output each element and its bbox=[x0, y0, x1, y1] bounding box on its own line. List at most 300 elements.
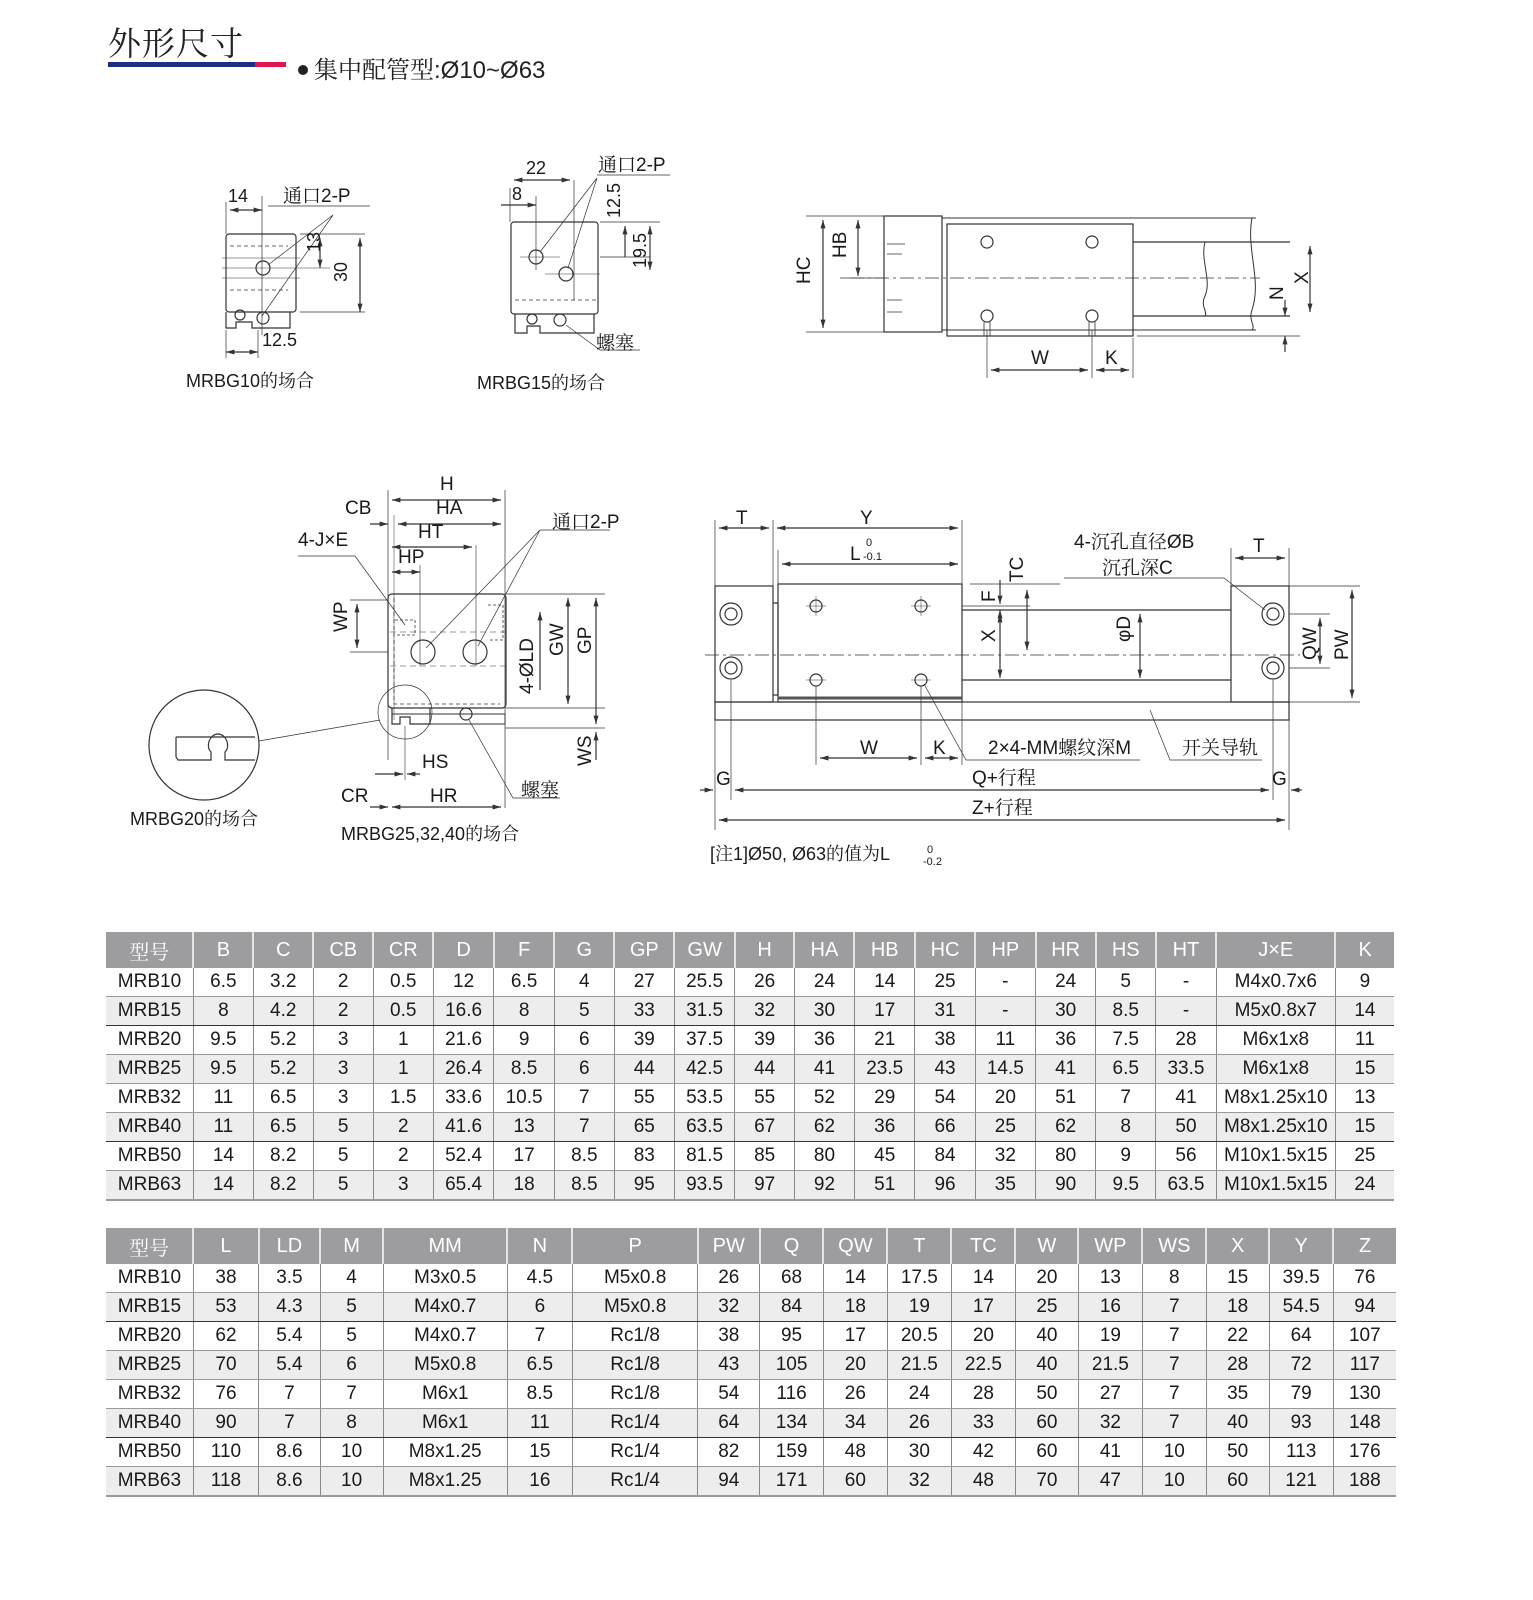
value-cell: 8.2 bbox=[253, 1171, 313, 1201]
column-header: B bbox=[193, 932, 253, 968]
value-cell: - bbox=[1156, 968, 1217, 997]
value-cell: 60 bbox=[1015, 1438, 1078, 1467]
value-cell: 22 bbox=[1206, 1322, 1269, 1351]
column-header: 型号 bbox=[106, 932, 193, 968]
value-cell: 34 bbox=[823, 1409, 887, 1438]
value-cell: 33.5 bbox=[1156, 1055, 1217, 1084]
value-cell: 45 bbox=[854, 1142, 915, 1171]
value-cell: 62 bbox=[1036, 1113, 1096, 1142]
model-cell: MRB15 bbox=[106, 997, 193, 1026]
value-cell: 134 bbox=[760, 1409, 824, 1438]
value-cell: 95 bbox=[760, 1322, 824, 1351]
value-cell: 81.5 bbox=[674, 1142, 735, 1171]
model-cell: MRB32 bbox=[106, 1380, 193, 1409]
mrbg25-caption: MRBG25,32,40的场合 bbox=[341, 824, 520, 844]
value-cell: 12 bbox=[433, 968, 494, 997]
front-view-label-f: F bbox=[979, 590, 1000, 602]
value-cell: 83 bbox=[614, 1142, 674, 1171]
value-cell: 4.3 bbox=[259, 1293, 320, 1322]
value-cell: 14 bbox=[193, 1142, 253, 1171]
value-cell: 3.5 bbox=[259, 1264, 320, 1293]
column-header: N bbox=[507, 1228, 572, 1264]
value-cell: 4.5 bbox=[507, 1264, 572, 1293]
front-view-z-stroke: Z+行程 bbox=[972, 798, 1033, 819]
model-cell: MRB40 bbox=[106, 1409, 193, 1438]
value-cell: M5x0.8 bbox=[383, 1351, 507, 1380]
value-cell: 30 bbox=[887, 1438, 951, 1467]
value-cell: 93 bbox=[1269, 1409, 1333, 1438]
value-cell: 36 bbox=[794, 1026, 854, 1055]
top-view-table bbox=[947, 224, 1133, 336]
value-cell: 7 bbox=[1142, 1409, 1206, 1438]
table-row bbox=[106, 1026, 1394, 1055]
value-cell: 41.6 bbox=[433, 1113, 494, 1142]
table-row bbox=[106, 1055, 1394, 1084]
drawing-mrbg25 bbox=[298, 474, 620, 844]
value-cell: 32 bbox=[1078, 1409, 1142, 1438]
top-view-label-n: N bbox=[1267, 286, 1288, 300]
value-cell: M4x0.7 bbox=[383, 1322, 507, 1351]
front-view-label-x: X bbox=[979, 629, 1000, 642]
value-cell: 5.4 bbox=[259, 1322, 320, 1351]
mrbg10-dim-13: 13 bbox=[304, 231, 324, 252]
value-cell: 15 bbox=[507, 1438, 572, 1467]
value-cell: 10.5 bbox=[494, 1084, 555, 1113]
value-cell: 7 bbox=[1142, 1380, 1206, 1409]
value-cell: 6.5 bbox=[253, 1113, 313, 1142]
value-cell: 33 bbox=[614, 997, 674, 1026]
value-cell: 26 bbox=[887, 1409, 951, 1438]
value-cell: M8x1.25 bbox=[383, 1467, 507, 1497]
mrbg15-plug-label: 螺塞 bbox=[596, 333, 635, 354]
value-cell: 22.5 bbox=[951, 1351, 1015, 1380]
column-header: HS bbox=[1096, 932, 1156, 968]
value-cell: 6 bbox=[507, 1293, 572, 1322]
value-cell: 13 bbox=[494, 1113, 555, 1142]
value-cell: 0.5 bbox=[373, 968, 433, 997]
value-cell: 7.5 bbox=[1096, 1026, 1156, 1055]
value-cell: 84 bbox=[760, 1293, 824, 1322]
value-cell: 20 bbox=[951, 1322, 1015, 1351]
value-cell: 54 bbox=[698, 1380, 760, 1409]
value-cell: 7 bbox=[259, 1380, 320, 1409]
value-cell: 9.5 bbox=[1096, 1171, 1156, 1201]
front-view-counterbore-label: 4-沉孔直径ØB bbox=[1074, 532, 1195, 553]
value-cell: 16.6 bbox=[433, 997, 494, 1026]
spec-table-2 bbox=[106, 1228, 1396, 1497]
value-cell: 65 bbox=[614, 1113, 674, 1142]
value-cell: 10 bbox=[1142, 1467, 1206, 1497]
value-cell: M8x1.25x10 bbox=[1216, 1113, 1335, 1142]
mrbg15-dim-8: 8 bbox=[512, 184, 523, 204]
column-header: HC bbox=[915, 932, 975, 968]
value-cell: 31 bbox=[915, 997, 975, 1026]
value-cell: 63.5 bbox=[674, 1113, 735, 1142]
column-header: C bbox=[253, 932, 313, 968]
table-row bbox=[106, 1171, 1394, 1201]
value-cell: M3x0.5 bbox=[383, 1264, 507, 1293]
value-cell: 50 bbox=[1206, 1438, 1269, 1467]
value-cell: 80 bbox=[794, 1142, 854, 1171]
value-cell: - bbox=[975, 997, 1036, 1026]
column-header: HB bbox=[854, 932, 915, 968]
value-cell: 25 bbox=[1015, 1293, 1078, 1322]
model-cell: MRB20 bbox=[106, 1322, 193, 1351]
value-cell: 11 bbox=[193, 1113, 253, 1142]
value-cell: 5 bbox=[313, 1113, 373, 1142]
value-cell: 18 bbox=[1206, 1293, 1269, 1322]
mrbg20-caption: MRBG20的场合 bbox=[130, 809, 259, 829]
value-cell: Rc1/4 bbox=[572, 1409, 697, 1438]
mrbg20-detail-circle bbox=[149, 690, 259, 800]
value-cell: 7 bbox=[1142, 1293, 1206, 1322]
value-cell: 38 bbox=[193, 1264, 258, 1293]
value-cell: 33 bbox=[951, 1409, 1015, 1438]
column-header: QW bbox=[823, 1228, 887, 1264]
value-cell: 30 bbox=[1036, 997, 1096, 1026]
value-cell: 28 bbox=[1156, 1026, 1217, 1055]
value-cell: 24 bbox=[887, 1380, 951, 1409]
model-cell: MRB32 bbox=[106, 1084, 193, 1113]
column-header: W bbox=[1015, 1228, 1078, 1264]
value-cell: 1.5 bbox=[373, 1084, 433, 1113]
value-cell: 2 bbox=[373, 1113, 433, 1142]
value-cell: 50 bbox=[1156, 1113, 1217, 1142]
value-cell: 52.4 bbox=[433, 1142, 494, 1171]
value-cell: 3 bbox=[313, 1055, 373, 1084]
column-header: HA bbox=[794, 932, 854, 968]
front-view-l-tol-upper: 0 bbox=[866, 537, 873, 549]
value-cell: 13 bbox=[1078, 1264, 1142, 1293]
value-cell: 70 bbox=[1015, 1467, 1078, 1497]
value-cell: 8.6 bbox=[259, 1438, 320, 1467]
mrbg25-label-wp: WP bbox=[331, 601, 352, 632]
value-cell: 90 bbox=[193, 1409, 258, 1438]
value-cell: 27 bbox=[614, 968, 674, 997]
value-cell: 28 bbox=[1206, 1351, 1269, 1380]
value-cell: 10 bbox=[320, 1438, 383, 1467]
value-cell: 17 bbox=[494, 1142, 555, 1171]
value-cell: 92 bbox=[794, 1171, 854, 1201]
column-header: WS bbox=[1142, 1228, 1206, 1264]
value-cell: Rc1/8 bbox=[572, 1351, 697, 1380]
table-row bbox=[106, 1380, 1396, 1409]
mrbg25-label-cr: CR bbox=[341, 786, 369, 807]
value-cell: M5x0.8 bbox=[572, 1293, 697, 1322]
value-cell: 188 bbox=[1333, 1467, 1396, 1497]
value-cell: 1 bbox=[373, 1026, 433, 1055]
front-view-label-g-right: G bbox=[1272, 769, 1287, 790]
front-view-label-t-right: T bbox=[1253, 536, 1265, 557]
drawing-mrbg15 bbox=[477, 154, 670, 393]
column-header: HR bbox=[1036, 932, 1096, 968]
value-cell: 18 bbox=[823, 1293, 887, 1322]
column-header: TC bbox=[951, 1228, 1015, 1264]
column-header: GW bbox=[674, 932, 735, 968]
value-cell: 11 bbox=[1335, 1026, 1394, 1055]
value-cell: 4 bbox=[554, 968, 614, 997]
mrbg25-label-hr: HR bbox=[430, 786, 458, 807]
value-cell: 35 bbox=[1206, 1380, 1269, 1409]
value-cell: M6x1 bbox=[383, 1409, 507, 1438]
mrbg10-plug bbox=[257, 312, 269, 324]
value-cell: 28 bbox=[951, 1380, 1015, 1409]
value-cell: 118 bbox=[193, 1467, 258, 1497]
value-cell: 41 bbox=[1156, 1084, 1217, 1113]
value-cell: 14 bbox=[951, 1264, 1015, 1293]
value-cell: 85 bbox=[735, 1142, 795, 1171]
value-cell: 26.4 bbox=[433, 1055, 494, 1084]
column-header: MM bbox=[383, 1228, 507, 1264]
value-cell: 3 bbox=[373, 1171, 433, 1201]
value-cell: 76 bbox=[1333, 1264, 1396, 1293]
table-row bbox=[106, 997, 1394, 1026]
model-cell: MRB25 bbox=[106, 1055, 193, 1084]
value-cell: 25.5 bbox=[674, 968, 735, 997]
mrbg15-port-label: 通口2-P bbox=[598, 155, 666, 176]
front-view-note-tol-upper: 0 bbox=[927, 844, 934, 856]
value-cell: 17 bbox=[823, 1322, 887, 1351]
value-cell: 42.5 bbox=[674, 1055, 735, 1084]
value-cell: 8.5 bbox=[1096, 997, 1156, 1026]
column-header: M bbox=[320, 1228, 383, 1264]
value-cell: 25 bbox=[975, 1113, 1036, 1142]
value-cell: 93.5 bbox=[674, 1171, 735, 1201]
mrbg10-dim-14: 14 bbox=[228, 186, 249, 206]
mrbg10-dim-30: 30 bbox=[331, 261, 351, 282]
value-cell: 7 bbox=[259, 1409, 320, 1438]
value-cell: 2 bbox=[313, 997, 373, 1026]
value-cell: 2 bbox=[373, 1142, 433, 1171]
value-cell: 4 bbox=[320, 1264, 383, 1293]
front-view-left-endplate bbox=[715, 586, 773, 702]
value-cell: 110 bbox=[193, 1438, 258, 1467]
value-cell: 36 bbox=[1036, 1026, 1096, 1055]
column-header: G bbox=[554, 932, 614, 968]
value-cell: - bbox=[1156, 997, 1217, 1026]
value-cell: 41 bbox=[794, 1055, 854, 1084]
mrbg25-port-label: 通口2-P bbox=[552, 512, 620, 533]
value-cell: 56 bbox=[1156, 1142, 1217, 1171]
value-cell: 41 bbox=[1078, 1438, 1142, 1467]
value-cell: M6x1 bbox=[383, 1380, 507, 1409]
front-view-label-d: φD bbox=[1114, 615, 1135, 642]
value-cell: 62 bbox=[193, 1322, 258, 1351]
value-cell: Rc1/8 bbox=[572, 1322, 697, 1351]
top-view-label-w: W bbox=[1031, 348, 1049, 369]
mrbg25-label-gp: GP bbox=[575, 626, 596, 654]
mrbg25-label-gw: GW bbox=[547, 623, 568, 656]
table-header-row bbox=[106, 932, 1394, 968]
column-header: X bbox=[1206, 1228, 1269, 1264]
value-cell: 23.5 bbox=[854, 1055, 915, 1084]
value-cell: 65.4 bbox=[433, 1171, 494, 1201]
value-cell: 62 bbox=[794, 1113, 854, 1142]
value-cell: 60 bbox=[1015, 1409, 1078, 1438]
value-cell: 54.5 bbox=[1269, 1293, 1333, 1322]
value-cell: 25 bbox=[915, 968, 975, 997]
value-cell: 5.2 bbox=[253, 1055, 313, 1084]
front-view-table bbox=[778, 584, 962, 702]
front-view-label-l: L bbox=[850, 544, 861, 565]
value-cell: 84 bbox=[915, 1142, 975, 1171]
value-cell: 32 bbox=[887, 1467, 951, 1497]
value-cell: 11 bbox=[193, 1084, 253, 1113]
value-cell: M4x0.7x6 bbox=[1216, 968, 1335, 997]
value-cell: 17.5 bbox=[887, 1264, 951, 1293]
value-cell: 55 bbox=[735, 1084, 795, 1113]
value-cell: 6.5 bbox=[193, 968, 253, 997]
column-header: LD bbox=[259, 1228, 320, 1264]
value-cell: 6.5 bbox=[253, 1084, 313, 1113]
front-view-note-tol-lower: -0.2 bbox=[923, 856, 942, 868]
value-cell: 94 bbox=[1333, 1293, 1396, 1322]
value-cell: 21 bbox=[854, 1026, 915, 1055]
value-cell: 7 bbox=[554, 1113, 614, 1142]
value-cell: Rc1/4 bbox=[572, 1467, 697, 1497]
value-cell: 5 bbox=[554, 997, 614, 1026]
value-cell: 7 bbox=[554, 1084, 614, 1113]
value-cell: 176 bbox=[1333, 1438, 1396, 1467]
top-view-endcap bbox=[884, 216, 942, 332]
top-view-label-k: K bbox=[1105, 348, 1118, 369]
value-cell: 72 bbox=[1269, 1351, 1333, 1380]
value-cell: 32 bbox=[735, 997, 795, 1026]
model-cell: MRB63 bbox=[106, 1467, 193, 1497]
value-cell: 17 bbox=[854, 997, 915, 1026]
value-cell: 44 bbox=[735, 1055, 795, 1084]
column-header: 型号 bbox=[106, 1228, 193, 1264]
column-header: H bbox=[735, 932, 795, 968]
value-cell: 14 bbox=[823, 1264, 887, 1293]
value-cell: 0.5 bbox=[373, 997, 433, 1026]
value-cell: 3.2 bbox=[253, 968, 313, 997]
value-cell: 15 bbox=[1335, 1113, 1394, 1142]
mrbg25-label-hp: HP bbox=[398, 547, 425, 568]
value-cell: 26 bbox=[823, 1380, 887, 1409]
value-cell: 24 bbox=[794, 968, 854, 997]
value-cell: 82 bbox=[698, 1438, 760, 1467]
value-cell: M4x0.7 bbox=[383, 1293, 507, 1322]
mrbg15-dim-19-5: 19.5 bbox=[630, 232, 650, 268]
value-cell: 40 bbox=[1015, 1322, 1078, 1351]
top-view-label-x: X bbox=[1292, 271, 1313, 284]
value-cell: M8x1.25x10 bbox=[1216, 1084, 1335, 1113]
value-cell: 18 bbox=[494, 1171, 555, 1201]
value-cell: 36 bbox=[854, 1113, 915, 1142]
value-cell: 20 bbox=[975, 1084, 1036, 1113]
front-view-label-t-left: T bbox=[736, 508, 748, 529]
value-cell: 14.5 bbox=[975, 1055, 1036, 1084]
table-row bbox=[106, 1467, 1396, 1497]
mrbg15-dim-22: 22 bbox=[526, 158, 547, 178]
value-cell: 43 bbox=[915, 1055, 975, 1084]
section-title: 外形尺寸 bbox=[108, 25, 244, 62]
value-cell: 52 bbox=[794, 1084, 854, 1113]
value-cell: 5 bbox=[313, 1142, 373, 1171]
value-cell: 48 bbox=[951, 1467, 1015, 1497]
value-cell: 20.5 bbox=[887, 1322, 951, 1351]
value-cell: 15 bbox=[1206, 1264, 1269, 1293]
drawing-top-view bbox=[794, 216, 1313, 378]
value-cell: 4.2 bbox=[253, 997, 313, 1026]
front-view-label-tc: TC bbox=[1007, 556, 1028, 582]
value-cell: 29 bbox=[854, 1084, 915, 1113]
value-cell: 68 bbox=[760, 1264, 824, 1293]
column-header: P bbox=[572, 1228, 697, 1264]
drawing-mrbg10 bbox=[186, 185, 370, 391]
mrbg25-plug-label: 螺塞 bbox=[521, 780, 560, 801]
value-cell: 33.6 bbox=[433, 1084, 494, 1113]
value-cell: 3 bbox=[313, 1084, 373, 1113]
value-cell: 90 bbox=[1036, 1171, 1096, 1201]
table-row bbox=[106, 1293, 1396, 1322]
mrbg25-label-hs: HS bbox=[422, 752, 449, 773]
model-cell: MRB40 bbox=[106, 1113, 193, 1142]
column-header: HT bbox=[1156, 932, 1217, 968]
column-header: Z bbox=[1333, 1228, 1396, 1264]
drawing-front-view bbox=[700, 508, 1360, 868]
value-cell: Rc1/4 bbox=[572, 1438, 697, 1467]
mrbg25-body bbox=[388, 594, 506, 708]
value-cell: 8.5 bbox=[554, 1142, 614, 1171]
value-cell: Rc1/8 bbox=[572, 1380, 697, 1409]
front-view-label-g-left: G bbox=[716, 769, 731, 790]
value-cell: 107 bbox=[1333, 1322, 1396, 1351]
value-cell: 21.5 bbox=[887, 1351, 951, 1380]
value-cell: 5 bbox=[313, 1171, 373, 1201]
value-cell: 16 bbox=[1078, 1293, 1142, 1322]
value-cell: 9.5 bbox=[193, 1026, 253, 1055]
front-view-label-k: K bbox=[933, 738, 946, 759]
model-cell: MRB15 bbox=[106, 1293, 193, 1322]
mrbg10-caption: MRBG10的场合 bbox=[186, 371, 315, 391]
value-cell: 5 bbox=[1096, 968, 1156, 997]
mrbg15-dim-12-5: 12.5 bbox=[604, 182, 624, 218]
value-cell: 39.5 bbox=[1269, 1264, 1333, 1293]
value-cell: 171 bbox=[760, 1467, 824, 1497]
column-header: GP bbox=[614, 932, 674, 968]
value-cell: 19 bbox=[1078, 1322, 1142, 1351]
value-cell: 96 bbox=[915, 1171, 975, 1201]
value-cell: 40 bbox=[1206, 1409, 1269, 1438]
value-cell: 26 bbox=[735, 968, 795, 997]
column-header: WP bbox=[1078, 1228, 1142, 1264]
front-view-counterbore-depth-label: 沉孔深C bbox=[1102, 558, 1173, 579]
value-cell: M6x1x8 bbox=[1216, 1055, 1335, 1084]
front-view-note: [注1]Ø50, Ø63的值为L bbox=[710, 844, 891, 864]
table-header-row bbox=[106, 1228, 1396, 1264]
value-cell: 39 bbox=[614, 1026, 674, 1055]
table-row bbox=[106, 1264, 1396, 1293]
model-cell: MRB63 bbox=[106, 1171, 193, 1201]
value-cell: 51 bbox=[1036, 1084, 1096, 1113]
mrbg15-plug bbox=[554, 314, 566, 326]
model-cell: MRB50 bbox=[106, 1438, 193, 1467]
value-cell: 24 bbox=[1335, 1171, 1394, 1201]
value-cell: 53.5 bbox=[674, 1084, 735, 1113]
value-cell: 14 bbox=[854, 968, 915, 997]
value-cell: 70 bbox=[193, 1351, 258, 1380]
mrbg15-caption: MRBG15的场合 bbox=[477, 373, 606, 393]
model-cell: MRB25 bbox=[106, 1351, 193, 1380]
table-row bbox=[106, 1084, 1394, 1113]
mrbg25-label-ha: HA bbox=[436, 498, 463, 519]
value-cell: 10 bbox=[1142, 1438, 1206, 1467]
mrbg25-label-ld: 4-ØLD bbox=[517, 638, 538, 694]
subtitle-text: 集中配管型:Ø10~Ø63 bbox=[314, 57, 546, 84]
column-header: F bbox=[494, 932, 555, 968]
